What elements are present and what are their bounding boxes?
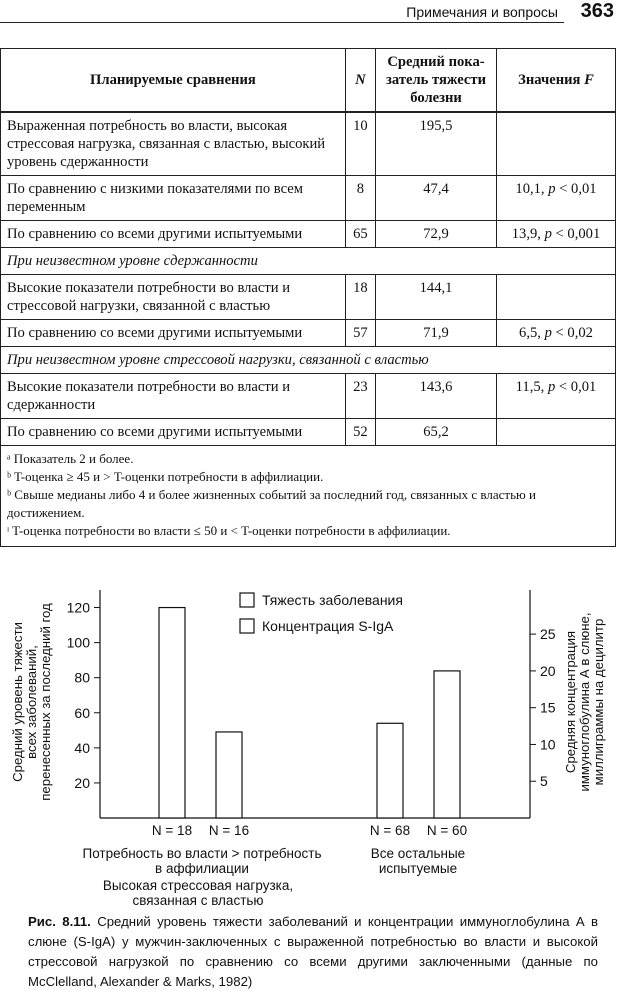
header-rule	[0, 22, 564, 23]
comparison-table-block	[0, 48, 616, 547]
row-label: По сравнению со всеми другими испытуемыми	[1, 419, 346, 446]
table-note: ᵇ T-оценка ≥ 45 и > T-оценки потребности в аффилиации.	[7, 469, 324, 484]
bar	[159, 608, 185, 818]
table-section-row	[1, 248, 616, 275]
table-row	[1, 419, 616, 446]
row-f	[497, 419, 616, 446]
bar	[434, 671, 460, 818]
running-header	[0, 0, 620, 26]
row-label: Высокие показатели потребности во власти и стрессовой нагрузки, связанной с властью	[1, 275, 346, 320]
legend-label: Концентрация S-IgA	[262, 618, 394, 634]
row-label: Высокие показатели потребности во власти и сдержанности	[1, 374, 346, 419]
table-row	[1, 275, 616, 320]
section-title: Примечания и вопросы	[406, 4, 558, 20]
row-mean: 143,6	[376, 374, 497, 419]
legend-swatch	[240, 619, 254, 633]
row-mean: 195,5	[376, 112, 497, 176]
header-n: N	[345, 49, 375, 113]
right-tick-label: 20	[540, 662, 556, 679]
header-comparison: Планируемые сравнения	[1, 49, 346, 113]
right-tick-label: 5	[540, 773, 548, 790]
row-mean: 144,1	[376, 275, 497, 320]
table-notes	[0, 446, 616, 547]
left-tick-label: 40	[74, 739, 90, 756]
row-f: 11,5, p < 0,01	[497, 374, 616, 419]
row-mean: 71,9	[376, 320, 497, 347]
table-note: ᵃ Показатель 2 и более.	[7, 451, 134, 466]
bar	[216, 732, 242, 818]
bar-n-label: N = 16	[208, 823, 250, 838]
legend-swatch	[240, 593, 254, 607]
row-label: Выраженная потребность во власти, высокая стрессовая нагрузка, связанная с властью, высокий уровень сдержанности	[1, 112, 346, 176]
bar-n-label: N = 60	[426, 823, 468, 838]
figure-caption	[28, 912, 598, 992]
row-f: 13,9, p < 0,001	[497, 221, 616, 248]
row-n: 8	[345, 176, 375, 221]
row-f	[497, 112, 616, 176]
row-mean: 72,9	[376, 221, 497, 248]
group-label: Все остальные испытуемые	[370, 846, 466, 876]
section-label: При неизвестном уровне сдержанности	[1, 248, 616, 275]
table-section-row	[1, 347, 616, 374]
row-n: 52	[345, 419, 375, 446]
table-row	[1, 320, 616, 347]
table-row	[1, 374, 616, 419]
right-tick-label: 10	[540, 736, 556, 753]
caption-text: Средний уровень тяжести заболеваний и концентрации иммуноглобулина А в слюне (S-IgA) у мужчин-заключенных с выраженной потребностью во власти и высокой стрессовой нагрузкой по сравнению со всеми другими заключенными (данные по McClelland, Alexander & Marks, 1982)	[28, 914, 598, 989]
left-axis-title: Средний уровень тяжестивсех заболеваний,перенесенных за последний год	[10, 603, 53, 801]
bar-n-label: N = 68	[369, 823, 411, 838]
table-note: ᵇ Свыше медианы либо 4 и более жизненных событий за последний год, связанных с властью и достижением.	[7, 487, 536, 520]
table-body	[1, 112, 616, 446]
row-n: 23	[345, 374, 375, 419]
row-mean: 65,2	[376, 419, 497, 446]
right-tick-label: 25	[540, 626, 556, 643]
row-label: По сравнению с низкими показателями по всем переменным	[1, 176, 346, 221]
row-label: По сравнению со всеми другими испытуемыми	[1, 320, 346, 347]
row-f	[497, 275, 616, 320]
bar-n-label: N = 18	[151, 823, 193, 838]
bar	[377, 723, 403, 818]
page-number: 363	[580, 0, 614, 22]
left-tick-label: 120	[66, 599, 90, 616]
row-n: 18	[345, 275, 375, 320]
right-tick-label: 15	[540, 699, 556, 716]
row-n: 57	[345, 320, 375, 347]
row-f: 6,5, p < 0,02	[497, 320, 616, 347]
table-header-row	[1, 49, 616, 113]
table-row	[1, 221, 616, 248]
right-axis-title: Средняя концентрацияиммуноглобулина А в слюне,миллиграммы на децилитр	[563, 612, 606, 792]
group-sublabel: Высокая стрессовая нагрузка, связанная с властью	[102, 878, 294, 906]
left-tick-label: 100	[66, 634, 90, 651]
comparison-table	[0, 48, 616, 446]
header-f-values: Значения F	[497, 49, 616, 113]
table-note: ᶦ T-оценка потребности во власти ≤ 50 и < T-оценки потребности в аффилиации.	[7, 523, 451, 538]
section-label: При неизвестном уровне стрессовой нагрузки, связанной с властью	[1, 347, 616, 374]
row-n: 65	[345, 221, 375, 248]
left-tick-label: 20	[74, 774, 90, 791]
row-label: По сравнению со всеми другими испытуемыми	[1, 221, 346, 248]
legend-label: Тяжесть заболевания	[262, 592, 403, 608]
row-n: 10	[345, 112, 375, 176]
header-mean-severity: Средний пока- затель тяжести болезни	[376, 49, 497, 113]
row-f: 10,1, p < 0,01	[497, 176, 616, 221]
group-label: Потребность во власти > потребность в аффилиации	[82, 846, 322, 876]
left-tick-label: 60	[74, 704, 90, 721]
caption-label: Рис. 8.11.	[28, 914, 91, 929]
table-row	[1, 112, 616, 176]
bar-chart	[0, 586, 620, 906]
left-tick-label: 80	[74, 669, 90, 686]
row-mean: 47,4	[376, 176, 497, 221]
table-row	[1, 176, 616, 221]
